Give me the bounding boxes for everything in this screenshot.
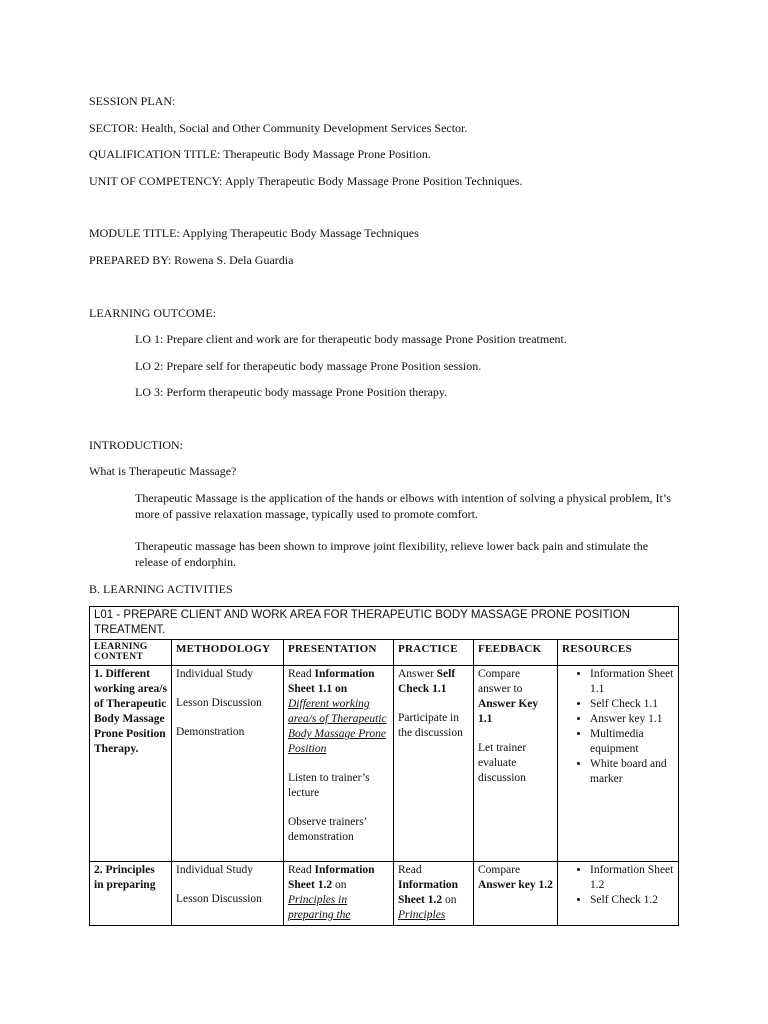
row2-practice	[394, 862, 474, 926]
presentation-read: Read	[288, 864, 315, 876]
qualification-title-line: QUALIFICATION TITLE: Therapeutic Body Massage Prone Position.	[89, 147, 431, 161]
presentation-read: Read	[288, 668, 315, 680]
header-feedback: FEEDBACK	[474, 640, 558, 666]
introduction-paragraph-1: Therapeutic Massage is the application of the hands or elbows with intention of solving a physical problem, It’s more of passive relaxation massage, typically used to promote comfort.	[135, 491, 671, 521]
list-item: • Information Sheet 1.2	[590, 863, 674, 893]
header-resources: RESOURCES	[558, 640, 679, 666]
introduction-heading: INTRODUCTION:	[89, 438, 183, 452]
header-learning-content: LEARNING CONTENT	[90, 640, 172, 666]
practice-self-check: Self Check 1.1	[398, 668, 456, 695]
presentation-topic: Principles in preparing the	[288, 894, 351, 921]
feedback-evaluate: Let trainer evaluate discussion	[478, 742, 527, 784]
practice-topic: Principles	[398, 909, 446, 921]
method-lesson-discussion: Lesson Discussion	[176, 697, 262, 709]
row2-learning-content: 2. Principles in preparing	[90, 862, 172, 926]
practice-answer: Answer	[398, 668, 437, 680]
learning-outcome-2: LO 2: Prepare self for therapeutic body massage Prone Position session.	[135, 359, 482, 373]
row2-methodology	[172, 862, 284, 926]
row2-presentation	[284, 862, 394, 926]
row1-resources	[558, 666, 679, 862]
introduction-question: What is Therapeutic Massage?	[89, 464, 237, 478]
presentation-listen: Listen to trainer’s lecture	[288, 772, 370, 799]
learning-outcome-1: LO 1: Prepare client and work are for therapeutic body massage Prone Position treatment.	[135, 332, 567, 346]
sector-line: SECTOR: Health, Social and Other Community Development Services Sector.	[89, 121, 468, 135]
learning-outcome-heading: LEARNING OUTCOME:	[89, 306, 216, 320]
list-item: • White board and marker	[590, 757, 674, 787]
header-practice: PRACTICE	[394, 640, 474, 666]
feedback-compare: Compare answer to	[478, 668, 523, 695]
row1-presentation	[284, 666, 394, 862]
row1-methodology	[172, 666, 284, 862]
presentation-topic: Different working area/s of Therapeutic Body Massage Prone Position	[288, 698, 387, 755]
learning-outcome-3: LO 3: Perform therapeutic body massage Prone Position therapy.	[135, 385, 448, 399]
method-individual-study: Individual Study	[176, 864, 253, 876]
method-demonstration: Demonstration	[176, 726, 245, 738]
row1-learning-content: 1. Different working area/s of Therapeutic Body Massage Prone Position Therapy.	[90, 666, 172, 862]
list-item: • Self Check 1.2	[590, 893, 674, 908]
header-methodology: METHODOLOGY	[172, 640, 284, 666]
feedback-answer-key: Answer key 1.2	[478, 879, 553, 891]
method-individual-study: Individual Study	[176, 668, 253, 680]
presentation-info-sheet: Information Sheet 1.1 on	[288, 668, 375, 695]
list-item: • Self Check 1.1	[590, 697, 674, 712]
list-item: • Answer key 1.1	[590, 712, 674, 727]
module-title-line: MODULE TITLE: Applying Therapeutic Body Massage Techniques	[89, 226, 419, 240]
header-presentation: PRESENTATION	[284, 640, 394, 666]
table-row	[90, 666, 679, 862]
row2-feedback	[474, 862, 558, 926]
prepared-by-line: PREPARED BY: Rowena S. Dela Guardia	[89, 253, 294, 267]
table-row	[90, 862, 679, 926]
practice-info-sheet: Information Sheet 1.2	[398, 879, 459, 906]
practice-participate: Participate in the discussion	[398, 712, 463, 739]
list-item: • Multimedia equipment	[590, 727, 674, 757]
session-plan-label: SESSION PLAN:	[89, 94, 176, 108]
feedback-compare: Compare	[478, 864, 521, 876]
introduction-paragraph-2: Therapeutic massage has been shown to improve joint flexibility, relieve lower back pain and stimulate the release of endorphin.	[135, 539, 649, 569]
unit-of-competency-line: UNIT OF COMPETENCY: Apply Therapeutic Body Massage Prone Position Techniques.	[89, 174, 523, 188]
presentation-info-sheet: Information Sheet 1.2	[288, 864, 375, 891]
method-lesson-discussion: Lesson Discussion	[176, 893, 262, 905]
list-item: • Information Sheet 1.1	[590, 667, 674, 697]
presentation-on: on	[332, 879, 347, 891]
row2-resources	[558, 862, 679, 926]
practice-read: Read	[398, 864, 422, 876]
row1-practice	[394, 666, 474, 862]
practice-on: on	[442, 894, 457, 906]
row1-feedback	[474, 666, 558, 862]
learning-activities-heading: B. LEARNING ACTIVITIES	[89, 582, 233, 596]
feedback-answer-key: Answer Key 1.1	[478, 698, 539, 725]
presentation-observe: Observe trainers’ demonstration	[288, 816, 367, 843]
learning-activities-table	[89, 606, 679, 926]
lo1-banner: L01 - PREPARE CLIENT AND WORK AREA FOR THERAPEUTIC BODY MASSAGE PRONE POSITION TREATMENT.	[90, 607, 679, 640]
